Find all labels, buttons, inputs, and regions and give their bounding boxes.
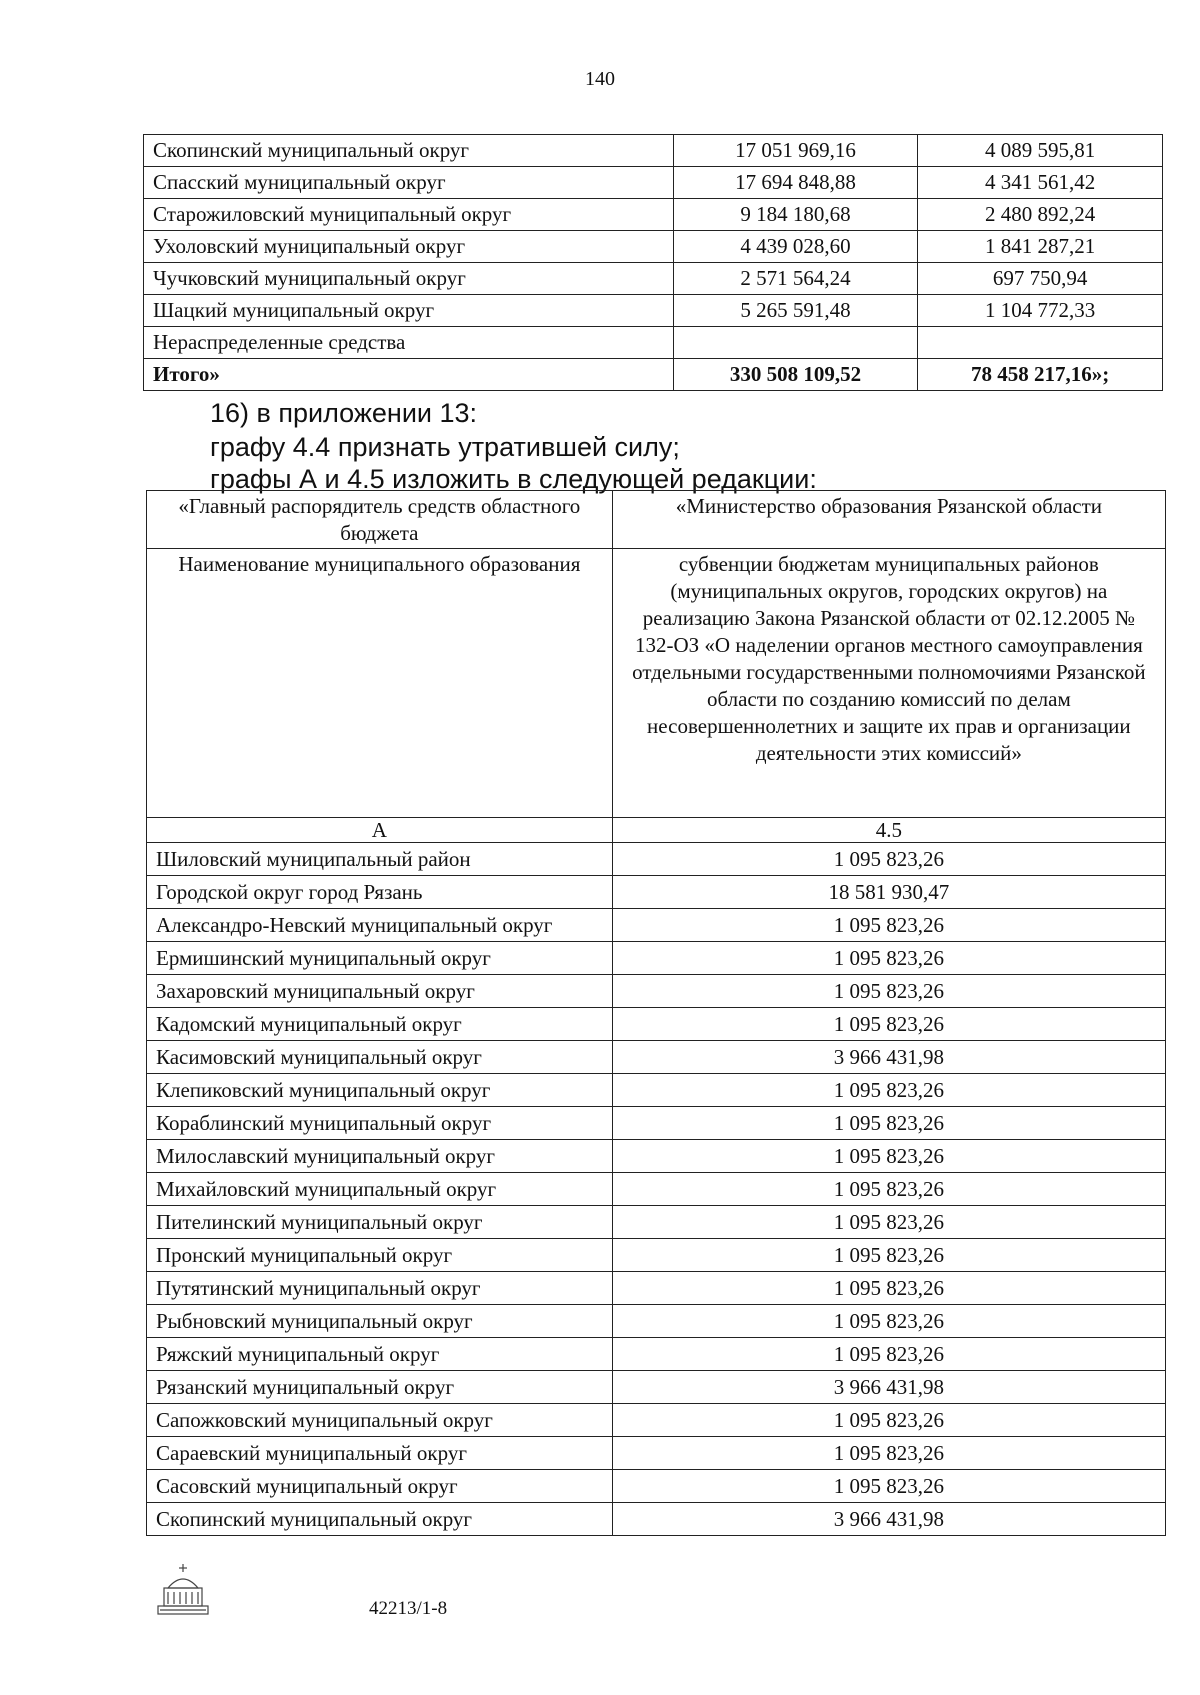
total-amount: 330 508 109,52 [673,359,918,391]
header-subvention-description: субвенции бюджетам муниципальных районов (муниципальных округов, городских округов) на реализацию Закона Рязанской области от 02.12.2005 № 132-ОЗ «О наделении органов местного самоуправления отдельными государственными полномочиями Рязанской области по созданию комиссий по делам несовершеннолетних и защите их прав и организации деятельности этих комиссий» [612,549,1165,818]
column-index-a: А [147,818,613,843]
municipality-name: Сараевский муниципальный округ [147,1437,613,1470]
table-row [147,1371,1166,1404]
subvention-amount: 1 095 823,26 [612,1239,1165,1272]
municipality-name: Пителинский муниципальный округ [147,1206,613,1239]
table-row [144,167,1163,199]
municipality-name: Путятинский муниципальный округ [147,1272,613,1305]
table-row [147,1074,1166,1107]
subvention-amount: 1 095 823,26 [612,975,1165,1008]
subvention-amount: 1 095 823,26 [612,1437,1165,1470]
amount-cell [673,327,918,359]
instruction-line-3: графы А и 4.5 изложить в следующей редакции: [210,464,817,494]
subvention-amount: 1 095 823,26 [612,1008,1165,1041]
municipality-name: Касимовский муниципальный округ [147,1041,613,1074]
amount-cell [918,327,1163,359]
table-row [147,876,1166,909]
amount-cell: 5 265 591,48 [673,295,918,327]
amount-cell: 2 480 892,24 [918,199,1163,231]
subvention-amount: 1 095 823,26 [612,942,1165,975]
table-row [144,327,1163,359]
table-row [144,199,1163,231]
instruction-line-2: графу 4.4 признать утратившей силу; [210,432,680,462]
table-row [147,1470,1166,1503]
subvention-amount: 1 095 823,26 [612,1206,1165,1239]
table-row [144,135,1163,167]
table-row [144,295,1163,327]
coat-of-arms-icon [150,1560,216,1620]
subvention-amount: 1 095 823,26 [612,1107,1165,1140]
municipality-name: Милославский муниципальный округ [147,1140,613,1173]
table-row [147,975,1166,1008]
budget-table-continued [143,134,1163,391]
municipality-name: Нераспределенные средства [144,327,674,359]
total-amount: 78 458 217,16»; [918,359,1163,391]
amount-cell: 17 694 848,88 [673,167,918,199]
subvention-amount: 1 095 823,26 [612,1305,1165,1338]
table-row [147,1206,1166,1239]
municipality-name: Шиловский муниципальный район [147,843,613,876]
municipality-name: Захаровский муниципальный округ [147,975,613,1008]
subvention-amount: 18 581 930,47 [612,876,1165,909]
subvention-amount: 1 095 823,26 [612,1338,1165,1371]
municipality-name: Кадомский муниципальный округ [147,1008,613,1041]
subvention-amount: 1 095 823,26 [612,1173,1165,1206]
subvention-amount: 3 966 431,98 [612,1503,1165,1536]
table-row [147,942,1166,975]
table-row [147,909,1166,942]
table-header-row [147,549,1166,818]
subvention-amount: 1 095 823,26 [612,1272,1165,1305]
page-number: 140 [585,68,615,90]
municipality-name: Скопинский муниципальный округ [144,135,674,167]
table-row [147,1041,1166,1074]
subvention-amount: 3 966 431,98 [612,1371,1165,1404]
subvention-amount: 1 095 823,26 [612,843,1165,876]
municipality-name: Спасский муниципальный округ [144,167,674,199]
amount-cell: 697 750,94 [918,263,1163,295]
table-row [144,263,1163,295]
amount-cell: 4 341 561,42 [918,167,1163,199]
municipality-name: Рязанский муниципальный округ [147,1371,613,1404]
table-row [147,1503,1166,1536]
amount-cell: 2 571 564,24 [673,263,918,295]
amount-cell: 1 841 287,21 [918,231,1163,263]
amount-cell: 9 184 180,68 [673,199,918,231]
amount-cell: 4 439 028,60 [673,231,918,263]
municipality-name: Кораблинский муниципальный округ [147,1107,613,1140]
column-index-4-5: 4.5 [612,818,1165,843]
table-row [147,1272,1166,1305]
municipality-name: Пронский муниципальный округ [147,1239,613,1272]
municipality-name: Клепиковский муниципальный округ [147,1074,613,1107]
total-row [144,359,1163,391]
header-ministry: «Министерство образования Рязанской области [612,491,1165,549]
table-row [147,1437,1166,1470]
municipality-name: Сапожковский муниципальный округ [147,1404,613,1437]
table-row [147,1008,1166,1041]
municipality-name: Александро-Невский муниципальный округ [147,909,613,942]
column-index-row [147,818,1166,843]
municipality-name: Сасовский муниципальный округ [147,1470,613,1503]
municipality-name: Михайловский муниципальный округ [147,1173,613,1206]
municipality-name: Ряжский муниципальный округ [147,1338,613,1371]
subvention-amount: 3 966 431,98 [612,1041,1165,1074]
municipality-name: Городской округ город Рязань [147,876,613,909]
document-code: 42213/1-8 [369,1598,448,1619]
subvention-amount: 1 095 823,26 [612,1404,1165,1437]
subvention-amount: 1 095 823,26 [612,1470,1165,1503]
amount-cell: 17 051 969,16 [673,135,918,167]
subvention-amount: 1 095 823,26 [612,909,1165,942]
municipality-name: Старожиловский муниципальный округ [144,199,674,231]
amount-cell: 1 104 772,33 [918,295,1163,327]
table-row [147,1305,1166,1338]
table-row [147,1338,1166,1371]
municipality-name: Чучковский муниципальный округ [144,263,674,295]
amount-cell: 4 089 595,81 [918,135,1163,167]
header-main-manager: «Главный распорядитель средств областного бюджета [147,491,613,549]
appendix-13-table [146,490,1166,1536]
municipality-name: Рыбновский муниципальный округ [147,1305,613,1338]
subvention-amount: 1 095 823,26 [612,1074,1165,1107]
table-row [147,1404,1166,1437]
table-header-row [147,491,1166,549]
total-label: Итого» [144,359,674,391]
subvention-amount: 1 095 823,26 [612,1140,1165,1173]
municipality-name: Шацкий муниципальный округ [144,295,674,327]
instruction-line-1: 16) в приложении 13: [210,398,478,428]
table-row [147,1140,1166,1173]
table-row [147,843,1166,876]
municipality-name: Ермишинский муниципальный округ [147,942,613,975]
table-row [147,1173,1166,1206]
municipality-name: Ухоловский муниципальный округ [144,231,674,263]
table-row [147,1239,1166,1272]
table-row [144,231,1163,263]
table-row [147,1107,1166,1140]
municipality-name: Скопинский муниципальный округ [147,1503,613,1536]
header-municipality-name: Наименование муниципального образования [147,549,613,818]
